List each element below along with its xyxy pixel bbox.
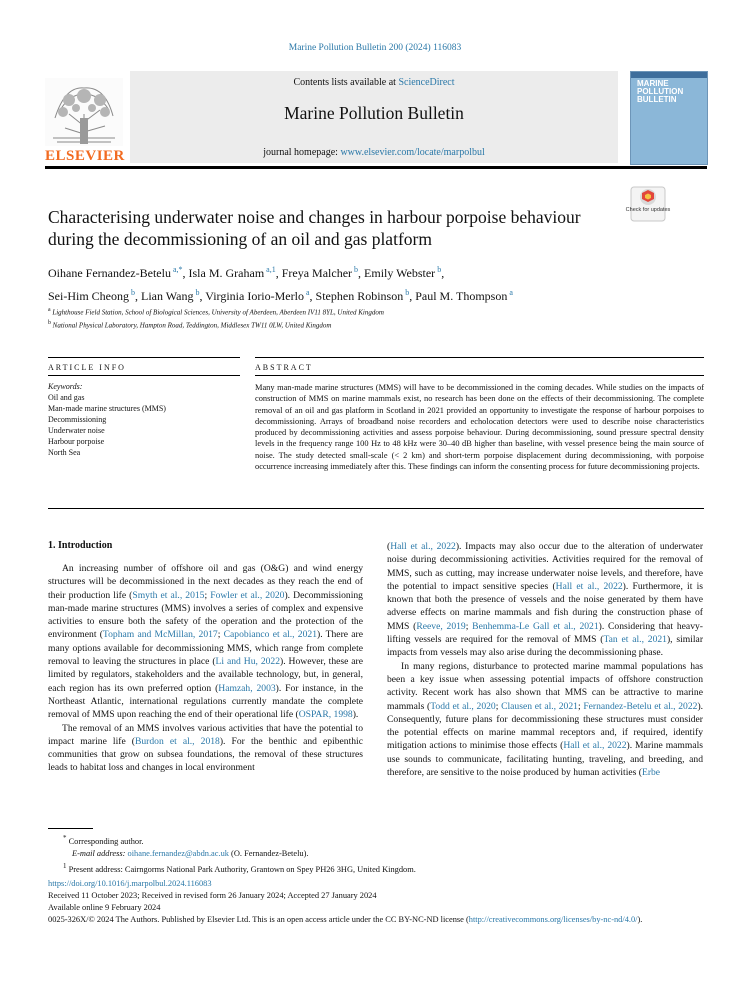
- affiliation-text: National Physical Laboratory, Hampton Road, Teddington, Middlesex TW11 0LW, United Kingdom: [50, 321, 332, 330]
- body-paragraph: [387, 540, 703, 660]
- citation-link[interactable]: OSPAR, 1998: [298, 709, 353, 721]
- footnote-mark: 1: [63, 861, 67, 870]
- keyword: Decommissioning: [48, 415, 107, 424]
- homepage-link[interactable]: www.elsevier.com/locate/marpolbul: [340, 147, 485, 158]
- author-list: Oihane Fernandez-Betelu $^{a,*}$, Isla M. Graham $^{a,1}$, Freya Malcher $^b$, Emily Webster $^b$, Sei-Him Cheong $^b$, Lian Wang $^b$, Virginia Iorio-Merlo $^a$, Stephen Robinson $^b$, Paul M. Thompson $^a$: [48, 265, 513, 303]
- body-text: In many regions, disturbance to protected marine mammal populations has been a key issue when assessing potential impacts of offshore construction activity. Recent work has also shown that MMS can be attractive to marine mammals (: [387, 660, 703, 712]
- citation-link[interactable]: Erbe: [641, 767, 661, 779]
- body-text: ;: [577, 700, 584, 712]
- crossmark-icon[interactable]: [630, 186, 666, 222]
- journal-homepage: [130, 147, 618, 158]
- body-paragraph: [48, 722, 363, 775]
- corresponding-author-note: [48, 832, 688, 848]
- body-text: ).: [352, 709, 359, 721]
- author[interactable]: [316, 289, 410, 303]
- author-name: Isla M. Graham: [188, 266, 265, 280]
- citation-link[interactable]: Benhemma-Le Gall et al., 2021: [472, 620, 599, 632]
- footnote-rule: [48, 828, 93, 829]
- body-text: ). Decommissioning man-made marine structures (MMS) involves a series of complex and expensive activities to ensure both the safety of the operation and the protection of the environment (: [48, 589, 363, 641]
- keyword: North Sea: [48, 448, 81, 457]
- body-text: (: [387, 541, 391, 552]
- elsevier-wordmark: ELSEVIER: [45, 148, 125, 164]
- citation-link[interactable]: Smyth et al., 2015: [132, 589, 205, 601]
- body-text: ;: [204, 589, 211, 601]
- body-text: ). Marine mammals use sounds to communicate, facilitating hunting, traveling, and breeding, and therefore, are sensitive to the noise produced by human activities (: [387, 740, 704, 779]
- journal-title: Marine Pollution Bulletin: [284, 103, 464, 123]
- body-text: ;: [495, 700, 502, 712]
- header-rule: [45, 166, 707, 169]
- homepage-prefix: journal homepage:: [263, 147, 341, 158]
- author-name: Lian Wang: [141, 289, 194, 303]
- author-name: Oihane Fernandez-Betelu: [48, 266, 171, 280]
- license-link[interactable]: http://creativecommons.org/licenses/by-nc-nd/4.0/: [468, 915, 638, 924]
- journal-cover-thumbnail[interactable]: [630, 71, 708, 165]
- footnote-mark: *: [63, 834, 67, 842]
- online-date: Available online 9 February 2024: [48, 903, 161, 912]
- author-name: Sei-Him Cheong: [48, 289, 129, 303]
- citation-link[interactable]: Hall et al., 2022: [563, 740, 627, 752]
- body-text: ). Furthermore, it is known that both the presence of vessels and the noise generated by them have adverse effects on marine mammals and fish during the construction phase of MMS (: [387, 580, 704, 632]
- citation-link[interactable]: Tan et al., 2021: [603, 634, 667, 646]
- author-name: Stephen Robinson: [315, 289, 404, 303]
- corresponding-text: Corresponding author.: [68, 836, 144, 846]
- keyword: Harbour porpoise: [48, 437, 105, 446]
- sciencedirect-link[interactable]: ScienceDirect: [398, 77, 455, 88]
- license-prefix: 0025-326X/© 2024 The Authors. Published by Elsevier Ltd. This is an open access article under the CC BY-NC-ND license (: [48, 915, 469, 924]
- author[interactable]: [205, 289, 309, 303]
- keywords-label: Keywords:: [48, 382, 83, 391]
- journal-reference[interactable]: Marine Pollution Bulletin 200 (2024) 116083: [288, 43, 462, 53]
- present-address-note: [48, 860, 688, 876]
- author-affil-mark[interactable]: b: [352, 265, 359, 274]
- citation-link[interactable]: Todd et al., 2020: [430, 700, 496, 712]
- affiliation: [48, 318, 688, 331]
- author[interactable]: [189, 266, 276, 280]
- body-text: ). For instance, in the Northeast Atlantic, international regulations currently mandate the complete removal of MMS upon reaching the end of their operational life (: [48, 682, 364, 721]
- abstract-rule-top: [255, 357, 704, 358]
- affiliation: [48, 305, 688, 318]
- body-paragraph: [387, 660, 703, 780]
- article-info-rule-top: [48, 357, 240, 358]
- body-text: ), similar impacts from vessels may also arise during the decommissioning phase.: [387, 634, 704, 659]
- author[interactable]: [141, 289, 199, 303]
- email-note: [48, 848, 688, 860]
- license-line: [48, 914, 704, 926]
- affiliation-mark: b: [48, 320, 51, 327]
- affiliation-mark: a: [48, 307, 51, 313]
- license-suffix: ).: [637, 915, 643, 924]
- author[interactable]: [415, 289, 513, 303]
- check-for-updates-label: Check for updates: [625, 207, 671, 213]
- article-info-label: ARTICLE INFO: [48, 363, 126, 372]
- contents-line: [130, 77, 618, 88]
- dates-line: Received 11 October 2023; Received in revised form 26 January 2024; Accepted 27 January 2024: [48, 891, 377, 900]
- body-text: ;: [465, 620, 473, 632]
- email-link[interactable]: oihane.fernandez@abdn.ac.uk: [127, 848, 229, 858]
- author[interactable]: [364, 266, 441, 280]
- contents-prefix: Contents lists available at: [293, 77, 399, 88]
- author-name: Virginia Iorio-Merlo: [205, 289, 304, 303]
- author-affil-mark[interactable]: a,*: [170, 265, 183, 274]
- introduction-heading: 1. Introduction: [48, 540, 113, 551]
- cover-journal-name: MARINE POLLUTION BULLETIN: [637, 79, 684, 104]
- citation-link[interactable]: Clausen et al., 2021: [501, 700, 578, 712]
- author-affil-mark[interactable]: b: [129, 288, 135, 297]
- keyword: Underwater noise: [48, 426, 105, 435]
- body-text: The removal of an MMS involves various activities that have the potential to impact marine life (: [48, 722, 363, 747]
- citation-link[interactable]: Hall et al., 2022: [390, 541, 456, 552]
- cover-top-bar: [631, 72, 707, 78]
- keyword: Oil and gas: [48, 393, 85, 402]
- keyword-list: [48, 392, 166, 458]
- body-text: ;: [217, 629, 224, 641]
- keyword: Man-made marine structures (MMS): [48, 404, 166, 413]
- author-name: Paul M. Thompson: [415, 289, 508, 303]
- citation-link[interactable]: Hall et al., 2022: [555, 580, 623, 592]
- abstract-bottom-rule: [48, 508, 704, 509]
- body-paragraph: [48, 562, 363, 722]
- abstract-rule: [255, 375, 704, 376]
- author-name: Emily Webster: [364, 266, 436, 280]
- citation-link[interactable]: Fernandez-Betelu et al., 2022: [583, 700, 698, 712]
- abstract-text: Many man-made marine structures (MMS) will have to be decommissioned in the coming decades. While studies on the impacts of construction of MMS on marine mammals exist, no research has been done on the effects of their decommissioning. The complete removal of an oil and gas platform in Scotland in 2021 provided an opportunity to investigate the response of harbour porpoises to decommissioning. Arrays of broadband noise recorders and echolocation detectors were used to describe noise characteristics produced by decommissioning activities and assess porpoise behaviour. During decommissioning, sound pressure spectral density levels in the frequency range 100 Hz to 48 kHz were 30–40 dB higher than baseline, with vessel presence being the main source of noise. The study detected small-scale (< 2 km) and short-term porpoise displacement during decommissioning, with porpoise occurrence increasing immediately after this. These findings can inform the consenting process for future decommissioning projects.: [255, 383, 704, 472]
- email-label: E-mail address:: [72, 848, 126, 858]
- citation-link[interactable]: Burdon et al., 2018: [134, 735, 220, 747]
- footnotes: [48, 832, 688, 876]
- body-text: ). Considering that heavy-lifting vessels are required for the removal of MMS (: [387, 620, 703, 646]
- body-text: ). There are many options available for decommissioning MMS, which range from complete removal to leaving the structures in place (: [48, 629, 363, 668]
- citation-link[interactable]: Fowler et al., 2020: [210, 589, 285, 601]
- author[interactable]: [282, 266, 358, 280]
- author-affil-mark[interactable]: a: [303, 288, 310, 297]
- author-affil-mark[interactable]: b: [435, 265, 442, 274]
- affiliations: [48, 305, 688, 332]
- body-text: An increasing number of offshore oil and gas (O&G) and wind energy structures will be decommissioned in the next decades as they reach the end of their production life (: [48, 563, 363, 601]
- citation-link[interactable]: Reeve, 2019: [416, 620, 466, 632]
- body-text: ). Consequently, future plans for decommissioning these structures must consider the potential effects on marine mammal receptors and, if required, identify mitigation actions to minimise those effects (: [387, 700, 704, 752]
- author[interactable]: [48, 289, 135, 303]
- body-text: ). However, these are limited by regulators, stakeholders and the available technology, but, in general, each region has its own preferred option (: [48, 656, 364, 694]
- citation-link[interactable]: Topham and McMillan, 2017: [102, 629, 218, 641]
- email-owner: (O. Fernandez-Betelu).: [228, 848, 309, 858]
- author-affil-mark[interactable]: b: [193, 288, 200, 297]
- author-affil-mark[interactable]: a,1: [264, 265, 276, 274]
- citation-link[interactable]: Hamzah, 2003: [218, 682, 276, 694]
- article-title: Characterising underwater noise and changes in harbour porpoise behaviour during the decommissioning of an oil and gas platform: [48, 207, 581, 249]
- body-text: ). For the benthic and epibenthic communities that grow on subsea foundations, the removal of these structures leads to habitat loss and changes in local environment: [48, 735, 363, 774]
- doi-link[interactable]: https://doi.org/10.1016/j.marpolbul.2024.116083: [48, 879, 212, 888]
- article-info-rule: [48, 375, 240, 376]
- author-affil-mark[interactable]: a: [507, 288, 513, 297]
- abstract-label: ABSTRACT: [255, 363, 313, 372]
- body-text: ). Impacts may also occur due to the alteration of underwater noise during decommissioning activities. Activities required for the removal of MMS, such as cutting, may increase underwater noise levels, and therefore, have the potential to impact sensitive species (: [387, 541, 704, 592]
- intro-right-column: [387, 540, 703, 779]
- author-name: Freya Malcher: [281, 266, 353, 280]
- publication-info: [48, 878, 704, 926]
- citation-link[interactable]: Capobianco et al., 2021: [223, 629, 317, 641]
- author[interactable]: [48, 266, 183, 280]
- author-affil-mark[interactable]: b: [403, 288, 410, 297]
- citation-link[interactable]: Li and Hu, 2022: [215, 656, 281, 668]
- present-address-text: Present address: Cairngorms National Park Authority, Grantown on Spey PH26 3HG, United Kingdom.: [68, 864, 416, 874]
- affiliation-text: Lighthouse Field Station, School of Biological Sciences, University of Aberdeen, Aberdeen IV11 8YL, United Kingdom: [50, 308, 384, 317]
- intro-left-column: [48, 562, 363, 775]
